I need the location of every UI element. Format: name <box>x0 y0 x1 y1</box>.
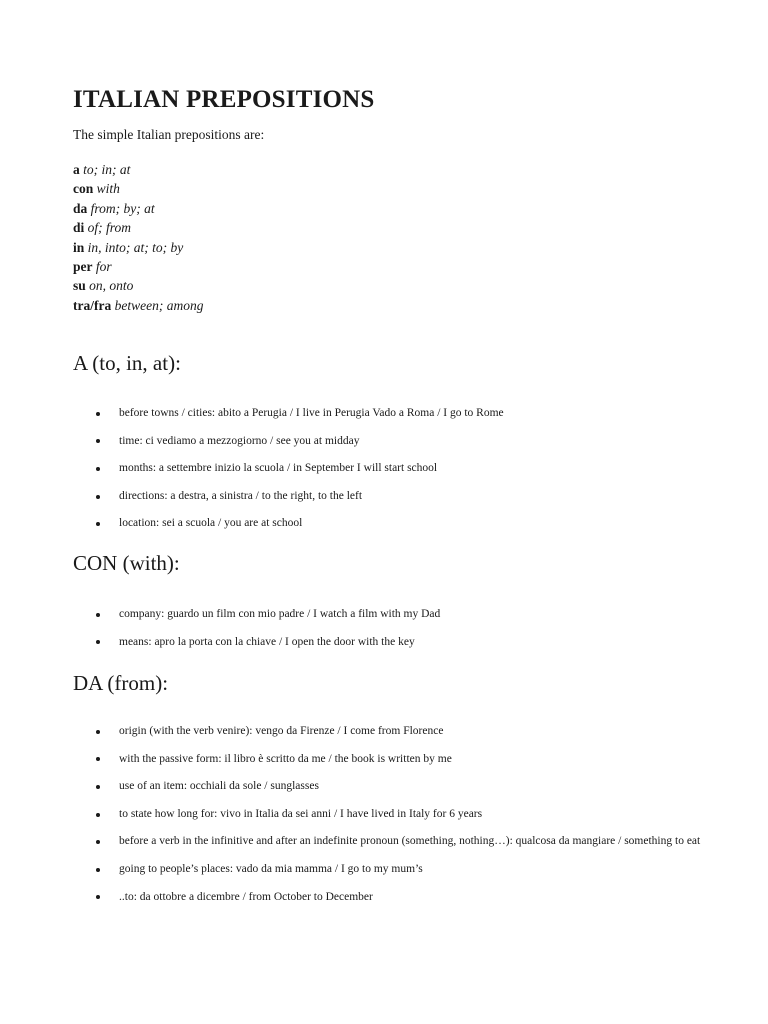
list-item <box>73 746 739 774</box>
bullet-icon <box>96 495 100 499</box>
section-a-list <box>73 400 739 538</box>
list-item <box>73 629 739 657</box>
bullet-icon <box>96 757 100 761</box>
preposition-meaning: of; from <box>87 220 132 236</box>
list-item <box>73 828 739 856</box>
list-item-text: time: ci vediamo a mezzogiorno / see you at midday <box>119 434 360 447</box>
preposition-meaning: in, into; at; to; by <box>87 239 184 255</box>
section-con-list <box>73 601 739 656</box>
preposition-entry <box>73 199 203 218</box>
preposition-entry <box>73 296 203 315</box>
bullet-icon <box>96 730 100 734</box>
preposition-meaning: to; in; at <box>83 162 131 177</box>
list-item <box>73 428 739 456</box>
list-item-text: months: a settembre inizio la scuola / in September I will start school <box>119 462 438 475</box>
bullet-icon <box>96 640 100 644</box>
list-item <box>73 510 739 538</box>
list-item-text: ..to: da ottobre a dicembre / from October to December <box>119 890 373 903</box>
list-item-text: means: apro la porta con la chiave / I open the door with the key <box>119 635 415 648</box>
bullet-icon <box>96 439 100 443</box>
preposition-word: a <box>73 162 80 177</box>
list-item-text: with the passive form: il libro è scritto da me / the book is written by me <box>119 752 452 765</box>
bullet-icon <box>96 467 100 471</box>
preposition-entry <box>73 160 203 179</box>
document-title: ITALIAN PREPOSITIONS <box>73 86 375 113</box>
intro-text: The simple Italian prepositions are: <box>73 127 265 142</box>
bullet-icon <box>96 613 100 617</box>
preposition-entry <box>73 238 203 257</box>
list-item <box>73 856 739 884</box>
preposition-word: in <box>73 239 85 255</box>
list-item-text: to state how long for: vivo in Italia da sei anni / I have lived in Italy for 6 years <box>119 807 483 820</box>
list-item-text: going to people’s places: vado da mia mamma / I go to my mum’s <box>119 862 423 875</box>
preposition-word: per <box>73 258 93 274</box>
list-item-text: origin (with the verb venire): vengo da Firenze / I come from Florence <box>119 725 444 737</box>
list-item <box>73 400 739 428</box>
list-item <box>73 601 739 629</box>
preposition-entry <box>73 257 203 276</box>
list-item <box>73 801 739 829</box>
bullet-icon <box>96 785 100 789</box>
list-item <box>73 773 739 801</box>
section-heading-con: CON (with): <box>73 551 180 575</box>
preposition-entry <box>73 179 203 198</box>
list-item-text: directions: a destra, a sinistra / to the right, to the left <box>119 489 363 502</box>
preposition-meaning: between; among <box>114 297 204 313</box>
bullet-icon <box>96 412 100 416</box>
preposition-word: di <box>73 220 85 236</box>
list-item <box>73 884 739 912</box>
list-item <box>73 455 739 483</box>
section-heading-da: DA (from): <box>73 671 169 695</box>
bullet-icon <box>96 868 100 872</box>
list-item <box>73 718 739 746</box>
preposition-word: con <box>73 181 94 197</box>
preposition-list <box>73 160 203 315</box>
preposition-word: da <box>73 200 88 216</box>
bullet-icon <box>96 522 100 526</box>
list-item-text: before a verb in the infinitive and after an indefinite pronoun (something, nothing…): qualcosa da mangiare / something to eat <box>119 835 701 848</box>
bullet-icon <box>96 895 100 899</box>
list-item-text: location: sei a scuola / you are at school <box>119 517 303 530</box>
preposition-meaning: for <box>95 258 112 274</box>
preposition-entry <box>73 276 203 295</box>
list-item-text: before towns / cities: abito a Perugia / I live in Perugia Vado a Roma / I go to Rome <box>119 407 504 419</box>
preposition-meaning: with <box>96 181 120 197</box>
preposition-word: su <box>73 278 86 294</box>
preposition-meaning: on, onto <box>89 278 134 294</box>
section-da-list <box>73 718 739 911</box>
list-item <box>73 483 739 511</box>
preposition-meaning: from; by; at <box>90 200 155 216</box>
bullet-icon <box>96 840 100 844</box>
list-item-text: use of an item: occhiali da sole / sunglasses <box>119 780 319 793</box>
list-item-text: company: guardo un film con mio padre / I watch a film with my Dad <box>119 608 441 620</box>
preposition-entry <box>73 218 203 237</box>
section-heading-a: A (to, in, at): <box>73 351 181 375</box>
preposition-word: tra/fra <box>73 297 112 313</box>
bullet-icon <box>96 813 100 817</box>
